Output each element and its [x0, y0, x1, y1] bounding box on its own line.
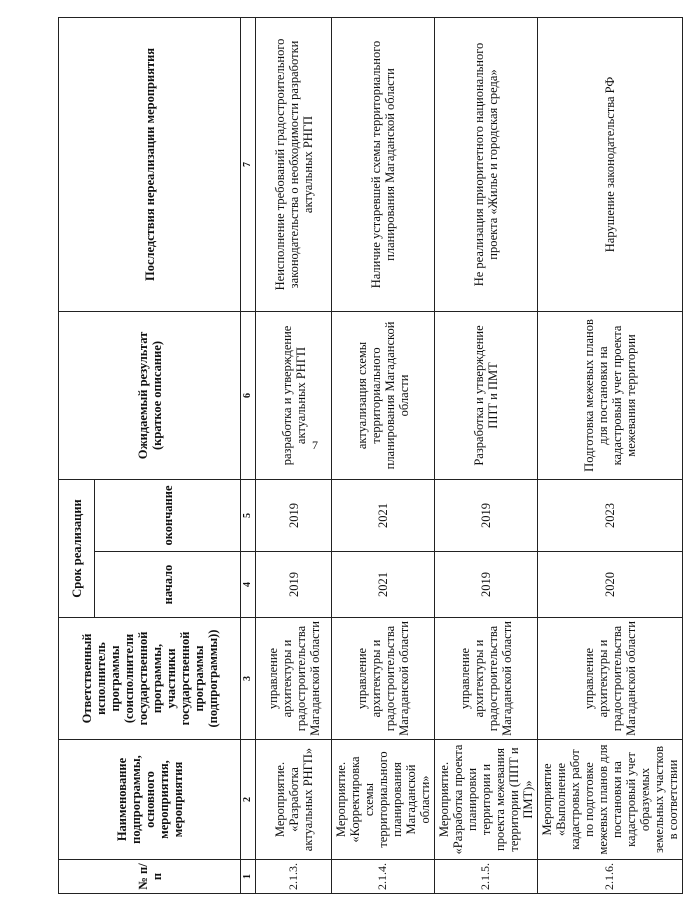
header-num: № п/п: [59, 860, 241, 894]
col-number: 7: [241, 17, 256, 311]
row-responsible: управление архитектуры и градостроительства Магаданской области: [435, 618, 538, 740]
row-end: 2019: [435, 479, 538, 551]
row-result: Разработка и утверждение ППТ и ПМТ: [435, 311, 538, 479]
row-result: Подготовка межевых планов для постановки на кадастровый учет проекта межевания территории: [538, 311, 683, 479]
header-end: окончание: [95, 479, 241, 551]
header-name: Наименование подпрограммы, основного мероприятия, мероприятия: [59, 740, 241, 860]
col-number: 2: [241, 740, 256, 860]
row-num: 2.1.4.: [332, 860, 435, 894]
row-name: Мероприятие. «Корректировка схемы территориального планирования Магаданской области»: [332, 740, 435, 860]
header-row-1: [59, 17, 95, 893]
table-row: [538, 17, 683, 893]
header-responsible: Ответственный исполнитель программы (соисполнители государственной программы, участники государственной программы (подпрограммы)): [59, 618, 241, 740]
row-consequence: Не реализация приоритетного национального проекта «Жилье и городская среда»: [435, 17, 538, 311]
row-num: 2.1.6.: [538, 860, 683, 894]
table-row: [256, 17, 332, 893]
row-responsible: управление архитектуры и градостроительства Магаданской области: [332, 618, 435, 740]
col-number: 1: [241, 860, 256, 894]
row-result: актуализация схемы территориального планирования Магаданской области: [332, 311, 435, 479]
row-name: Мероприятие. «Разработка проекта планировки территории и проекта межевания территории (ППТ и ПМТ)»: [435, 740, 538, 860]
header-start: начало: [95, 552, 241, 618]
program-table: [58, 17, 683, 894]
row-name: Мероприятие. «Разработка актуальных РНГП»: [256, 740, 332, 860]
table-row: [435, 17, 538, 893]
row-consequence: Наличие устаревшей схемы территориального планирования Магаданской области: [332, 17, 435, 311]
col-number: 3: [241, 618, 256, 740]
row-consequence: Нарушение законодательства РФ: [538, 17, 683, 311]
header-result: Ожидаемый результат (краткое описание): [59, 311, 241, 479]
row-result: разработка и утверждение актуальных РНГП: [256, 311, 332, 479]
row-responsible: управление архитектуры и градостроительства Магаданской области: [538, 618, 683, 740]
row-responsible: управление архитектуры и градостроительства Магаданской области: [256, 618, 332, 740]
row-end: 2021: [332, 479, 435, 551]
header-consequence: Последствия нереализации мероприятия: [59, 17, 241, 311]
row-end: 2019: [256, 479, 332, 551]
header-term: Срок реализации: [59, 479, 95, 617]
page-number: 7: [312, 438, 318, 452]
row-start: 2020: [538, 552, 683, 618]
col-number: 4: [241, 552, 256, 618]
row-num: 2.1.5.: [435, 860, 538, 894]
row-start: 2019: [256, 552, 332, 618]
column-number-row: [241, 17, 256, 893]
col-number: 6: [241, 311, 256, 479]
row-consequence: Неисполнение требований градостроительного законодательства о необходимости разработки актуальных РНГП: [256, 17, 332, 311]
row-name: Мероприятие «Выполнение кадастровых работ по подготовке межевых планов для постановки на кадастровый учет образуемых земельных участков в соответствии: [538, 740, 683, 860]
row-num: 2.1.3.: [256, 860, 332, 894]
row-start: 2019: [435, 552, 538, 618]
row-end: 2023: [538, 479, 683, 551]
row-start: 2021: [332, 552, 435, 618]
col-number: 5: [241, 479, 256, 551]
table-row: [332, 17, 435, 893]
rotated-table-wrapper: [58, 18, 680, 894]
